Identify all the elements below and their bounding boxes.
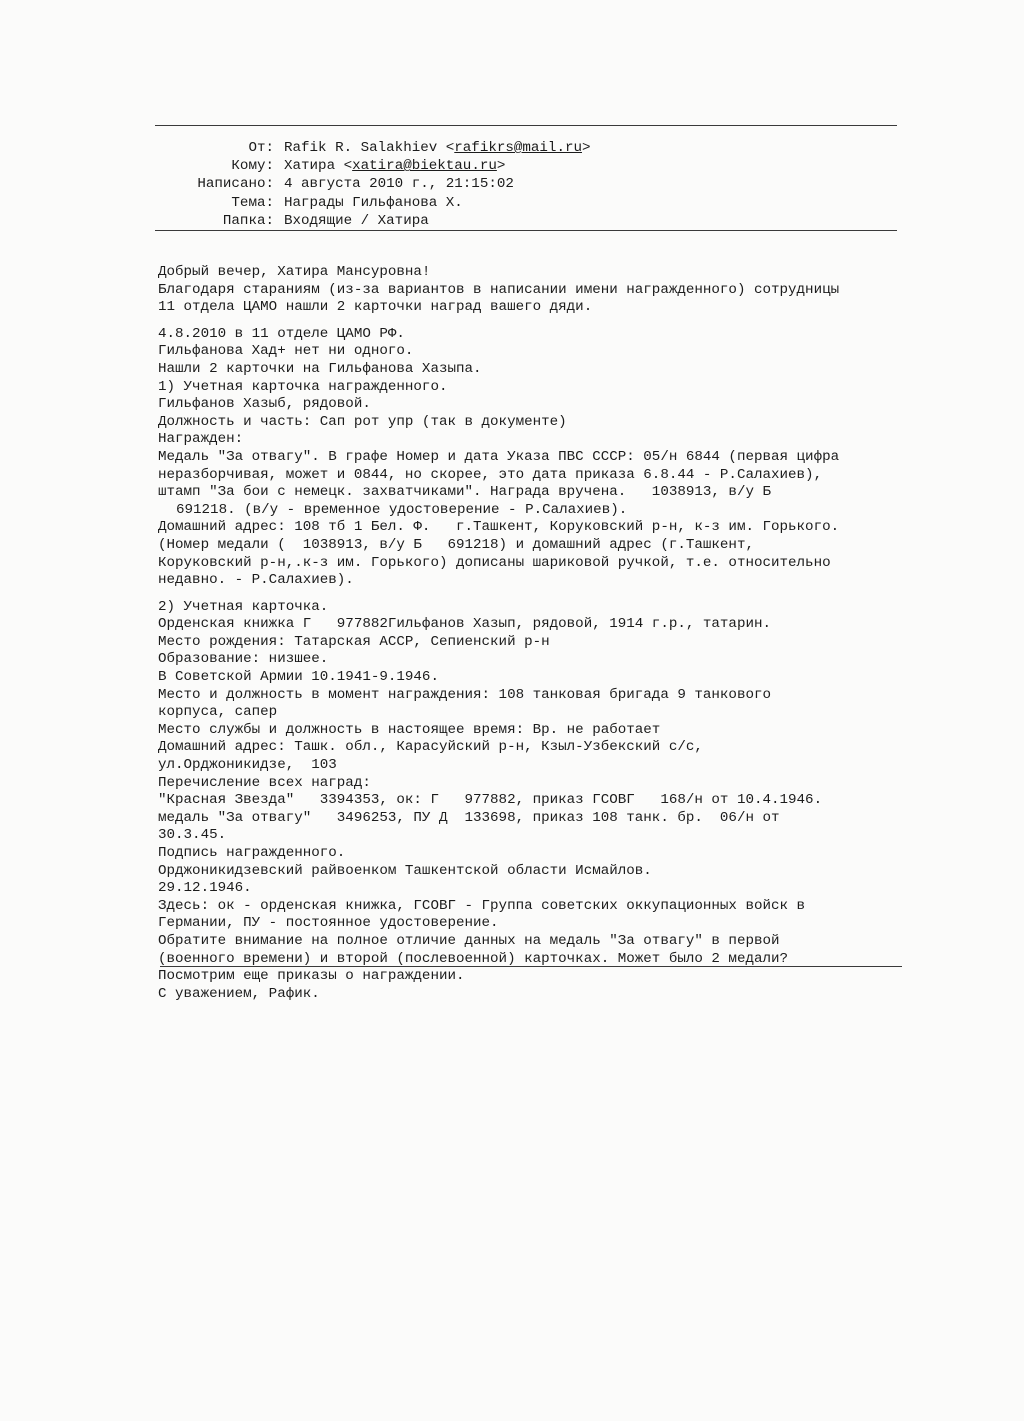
body-line: 30.3.45.: [158, 827, 227, 844]
body-line: Орджоникидзевский райвоенком Ташкентской области Исмайлов.: [158, 862, 652, 879]
body-line: (Номер медали ( 1038913, в/у Б 691218) и домашний адрес (г.Ташкент,: [158, 536, 754, 553]
body-line: неразборчивая, может и 0844, но скорее, это дата приказа 6.8.44 - Р.Салахиев),: [158, 466, 823, 483]
header-folder-row: [156, 212, 591, 230]
body-line: Должность и часть: Сап рот упр (так в документе): [158, 413, 567, 430]
body-line: 29.12.1946.: [158, 880, 252, 897]
body-line: Посмотрим еще приказы о награждении.: [158, 968, 465, 985]
body-line: 2) Учетная карточка.: [158, 598, 329, 615]
from-label: От:: [248, 140, 274, 156]
body-line: Домашний адрес: 108 тб 1 Бел. Ф. г.Ташкент, Коруковский р-н, к-з им. Горького.: [158, 519, 840, 536]
body-line: Медаль "За отвагу". В графе Номер и дата Указа ПВС СССР: 05/н 6844 (первая цифра: [158, 448, 840, 465]
intro-paragraph: [158, 264, 898, 317]
header-to-row: Кому: Хатира <xatira@biektau.ru>: [156, 157, 591, 175]
body-line: Награжден:: [158, 431, 244, 448]
header-bottom-divider: [155, 230, 897, 231]
from-name: Rafik R. Salakhiev: [284, 140, 438, 156]
footer-divider: [160, 966, 902, 967]
body-line: Перечисление всех наград:: [158, 774, 371, 791]
email-header: [156, 139, 591, 230]
body-line: ул.Орджоникидзе, 103: [158, 757, 337, 774]
folder-value: Входящие / Хатира: [284, 212, 429, 229]
header-date-row: [156, 175, 591, 193]
body-line: Орденская книжка Г 977882Гильфанов Хазып, рядовой, 1914 г.р., татарин.: [158, 616, 771, 633]
body-line: 1) Учетная карточка награжденного.: [158, 378, 448, 395]
body-line: корпуса, сапер: [158, 704, 278, 721]
body-line: В Советской Армии 10.1941-9.1946.: [158, 669, 439, 686]
body-line: Подпись награжденного.: [158, 845, 346, 861]
to-name: Хатира: [284, 158, 336, 175]
body-line: С уважением, Рафик.: [158, 985, 320, 1002]
body-line: Гильфанов Хазыб, рядовой.: [158, 396, 371, 413]
header-top-divider: [155, 125, 897, 126]
date-value: 4 августа 2010 г., 21:15:02: [284, 176, 514, 193]
body-line: штамп "За бои с немецк. захватчиками". Награда вручена. 1038913, в/у Б: [158, 484, 771, 501]
to-email-link[interactable]: xatira@biektau.ru: [352, 158, 497, 175]
body-line: Благодаря стараниям (из-за вариантов в написании имени награжденного) сотрудницы: [158, 281, 840, 298]
subject-value: Награды Гильфанова Х.: [284, 194, 463, 211]
subject-label: Тема:: [231, 194, 274, 211]
body-line: Здесь: ок - орденская книжка, ГСОВГ - Группа советских оккупационных войск в: [158, 897, 806, 914]
body-line: Гильфанова Хад+ нет ни одного.: [158, 343, 414, 360]
body-line: Нашли 2 карточки на Гильфанова Хазыпа.: [158, 360, 482, 377]
body-line: 691218. (в/у - временное удостоверение - Р.Салахиев).: [176, 501, 628, 518]
folder-label: Папка:: [222, 212, 274, 229]
from-email-link[interactable]: rafikrs@mail.ru: [454, 140, 582, 156]
body-line: медаль "За отвагу" 3496253, ПУ Д 133698, приказ 108 танк. бр. 06/н от: [158, 809, 780, 826]
body-line: Место службы и должность в настоящее время: Вр. не работает: [158, 721, 661, 738]
body-line: Добрый вечер, Хатира Мансуровна!: [158, 264, 431, 280]
body-line: "Красная Звезда" 3394353, ок: Г 977882, приказ ГСОВГ 168/н от 10.4.1946.: [158, 792, 823, 809]
card2-section: [158, 599, 898, 1004]
body-line: недавно. - Р.Салахиев).: [158, 572, 354, 589]
date-label: Написано:: [197, 176, 274, 193]
card1-section: [158, 326, 898, 590]
body-line: Домашний адрес: Ташк. обл., Карасуйский р-н, Кзыл-Узбекский с/с,: [158, 739, 703, 756]
body-line: Коруковский р-н,.к-з им. Горького) дописаны шариковой ручкой, т.е. относительно: [158, 554, 831, 571]
body-line: Место и должность в момент награждения: 108 танковая бригада 9 танкового: [158, 686, 771, 703]
header-from-row: От: Rafik R. Salakhiev <rafikrs@mail.ru>: [156, 139, 591, 157]
email-body: [158, 264, 898, 1003]
body-line: Германии, ПУ - постоянное удостоверение.: [158, 915, 499, 932]
body-line: Образование: низшее.: [158, 651, 329, 668]
body-line: (военного времени) и второй (послевоенной) карточках. Может было 2 медали?: [158, 950, 789, 967]
to-label: Кому:: [231, 158, 274, 175]
body-line: 4.8.2010 в 11 отделе ЦАМО РФ.: [158, 325, 405, 342]
body-line: 11 отдела ЦАМО нашли 2 карточки наград вашего дяди.: [158, 299, 593, 316]
header-subject-row: [156, 194, 591, 212]
body-line: Обратите внимание на полное отличие данных на медаль "За отвагу" в первой: [158, 932, 780, 949]
body-line: Место рождения: Татарская АССР, Сепиенский р-н: [158, 633, 550, 650]
